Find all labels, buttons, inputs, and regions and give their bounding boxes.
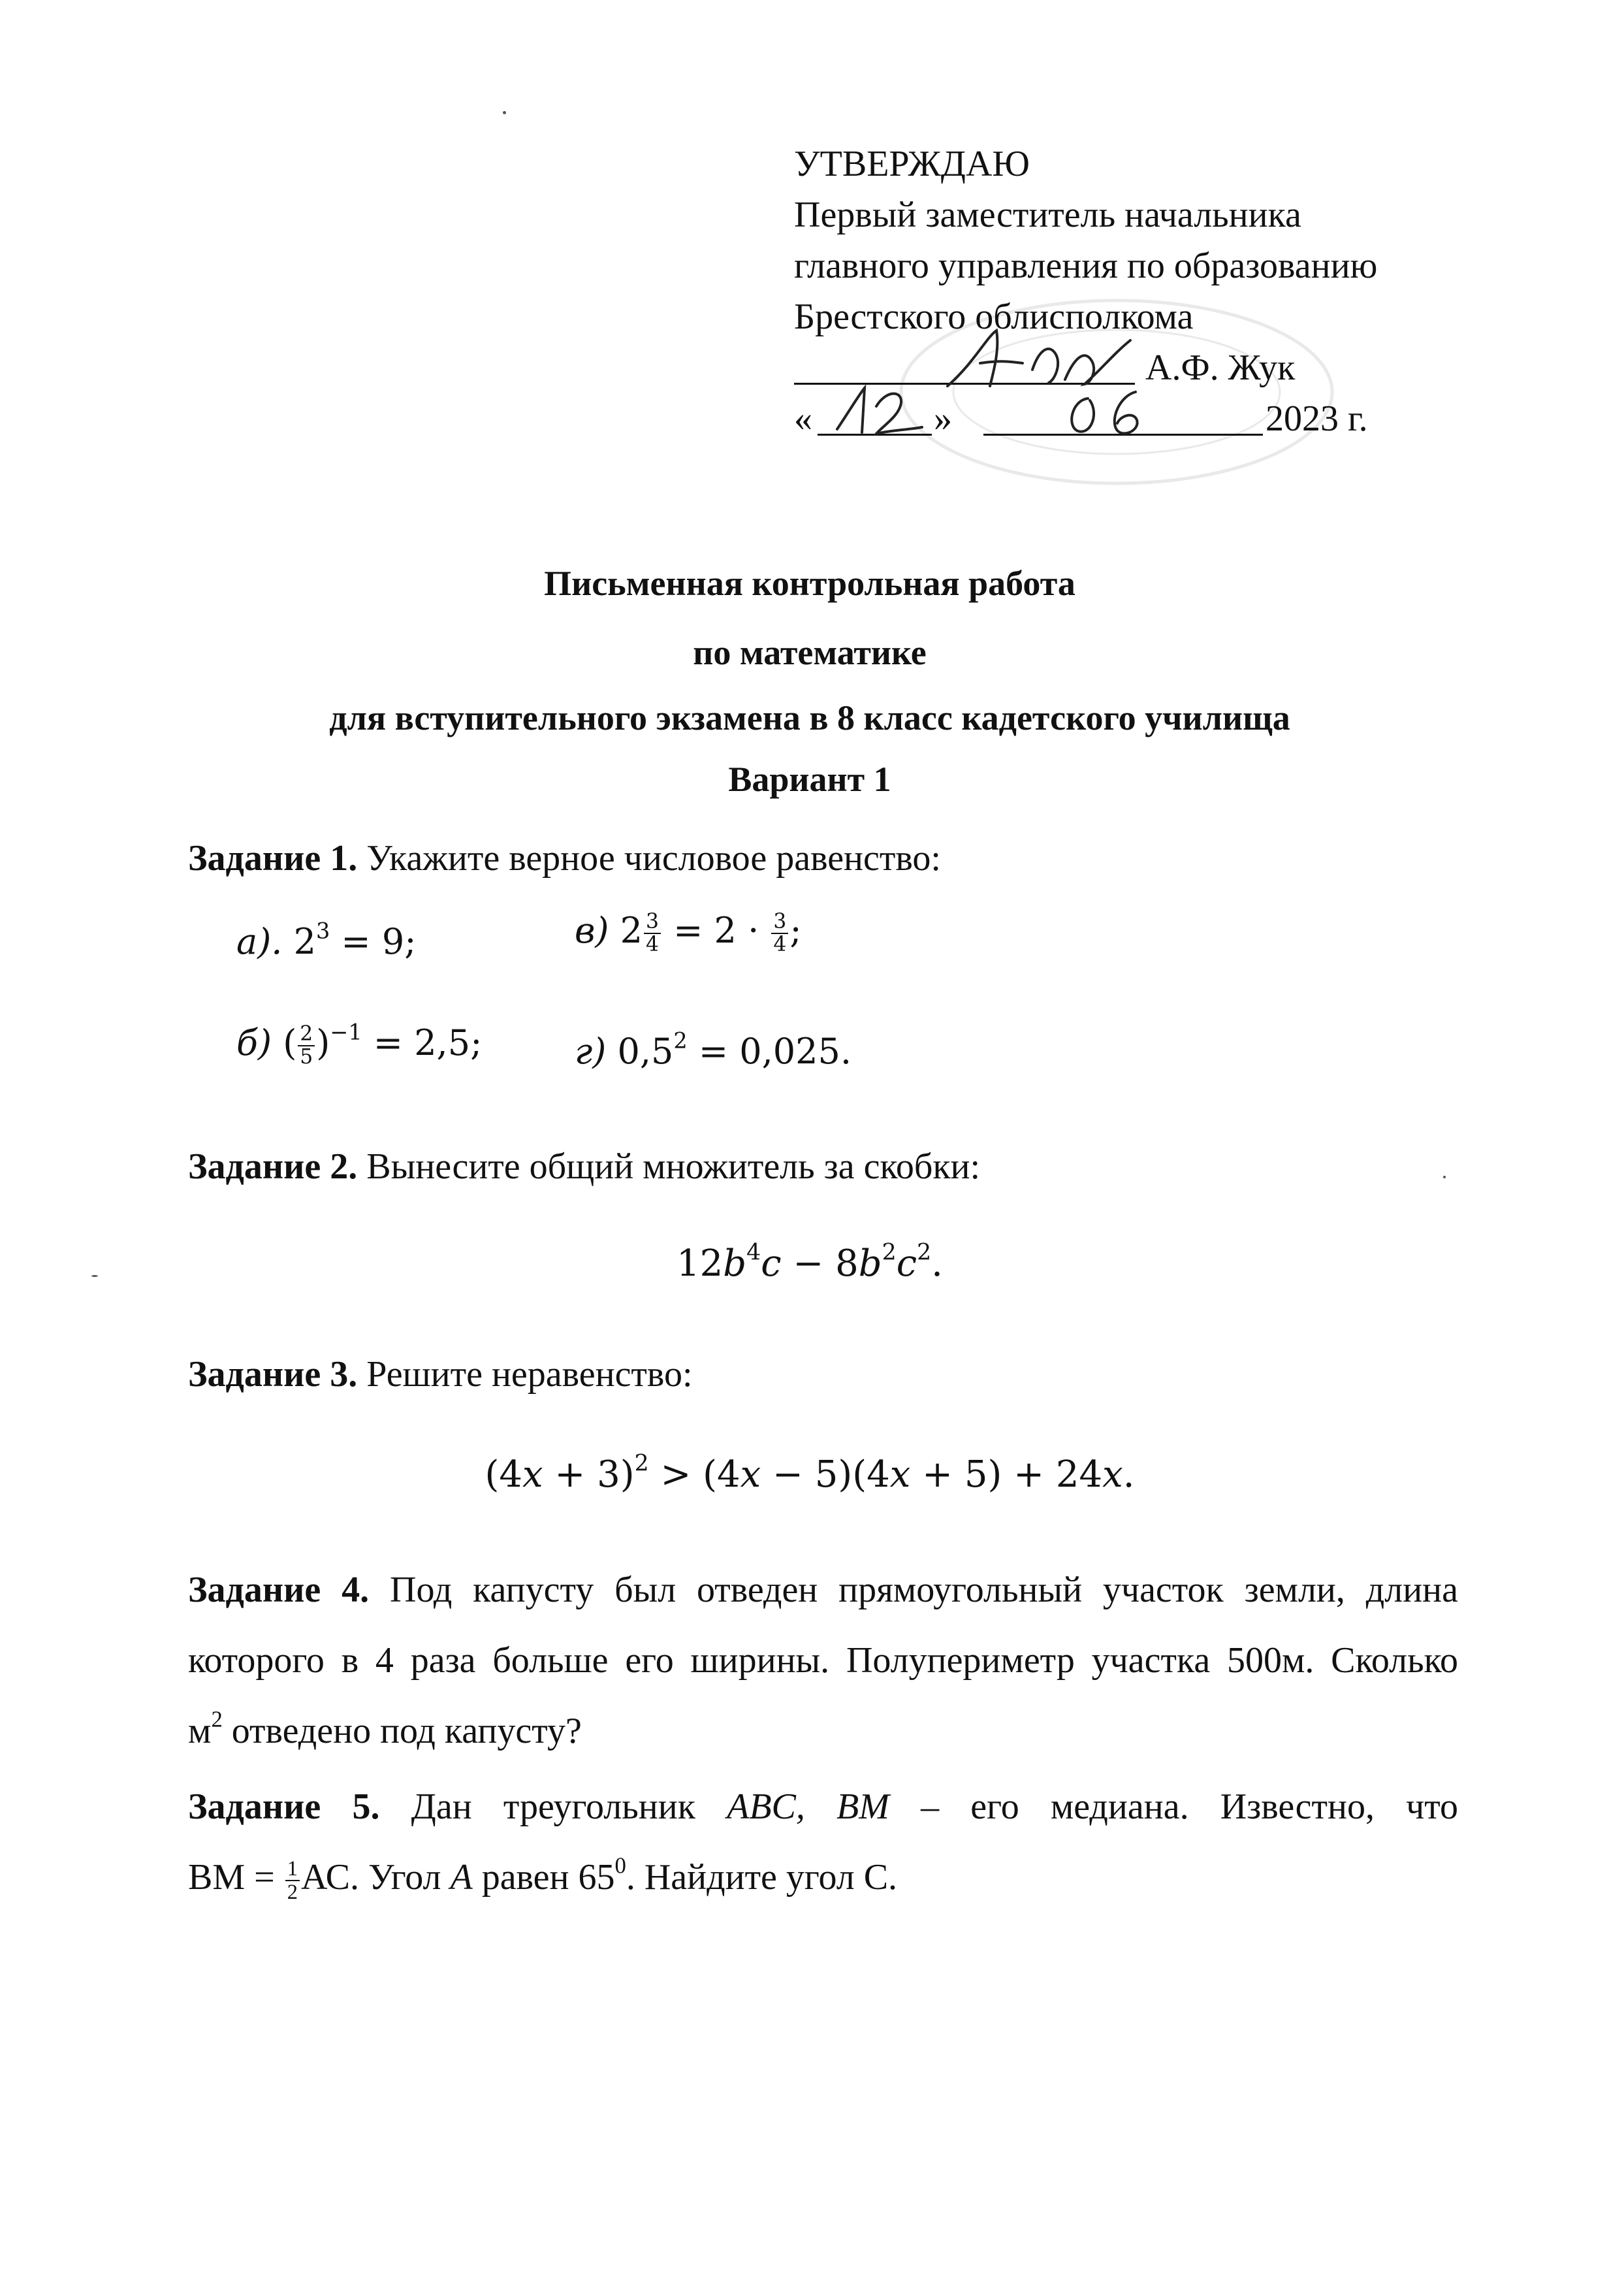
handwritten-day-12 (824, 380, 929, 439)
option-b-label: б) (236, 1022, 272, 1063)
task1-text: Укажите верное числовое равенство: (366, 838, 941, 879)
signer-name: А.Ф. Жук (1145, 347, 1296, 388)
variant-title: Вариант 1 (728, 760, 891, 799)
task5-line1: Задание 5. Дан треугольник ABC, BM – его медиана. Известно, что (188, 1786, 1459, 1827)
task1-option-b: б) ( $\frac{2}{5}$ )$^{-1}$ = 2,5; (236, 1019, 483, 1069)
approval-date-line (794, 393, 1512, 444)
scan-speck (91, 1275, 98, 1277)
task2-expression: $12b^4c - 8b^2c^2$. (677, 1239, 943, 1285)
task2-heading (188, 1131, 1458, 1202)
task5-label: Задание 5. (188, 1786, 380, 1827)
approval-heading: УТВЕРЖДАЮ (794, 144, 1030, 184)
title-line1: Письменная контрольная работа (544, 564, 1075, 603)
task4-paragraph (188, 1555, 1458, 1766)
title-line3: для вступительного экзамена в 8 класс кадетского училища (329, 698, 1290, 737)
task1-option-g: г) $0,5^2 = 0,025$. (575, 1027, 852, 1072)
task2-text: Вынесите общий множитель за скобки: (366, 1146, 981, 1187)
option-g-label: г) (575, 1031, 607, 1072)
scan-speck (1443, 1176, 1446, 1178)
scan-speck (503, 111, 506, 114)
approval-position-line3: Брестского облисполкома (794, 297, 1194, 337)
task4-line1: Задание 4. Под капусту был отведен прямоугольный участок земли, длина (188, 1570, 1458, 1610)
task3-inequality: $(4x + 3)^2 > (4x - 5)(4x + 5) + 24x$. (485, 1450, 1135, 1496)
option-v-label: в) (575, 910, 609, 951)
approval-position-line2: главного управления по образованию (794, 246, 1378, 286)
date-open-quote: « (794, 398, 812, 439)
task5-line2: ВМ = $\frac{1}{2}$ АС. Угол А равен $65^0$. Найдите угол С. (188, 1852, 898, 1905)
task1-option-v: в) 2 $\frac{3}{4}$ = 2 · $\frac{3}{4}$ ; (575, 910, 802, 956)
handwritten-month-06 (1059, 384, 1156, 440)
date-year: 2023 г. (1266, 398, 1368, 439)
approval-block (794, 138, 1512, 444)
task2-label: Задание 2. (188, 1146, 358, 1187)
task3-heading (188, 1339, 1458, 1410)
title-line2: по математике (693, 633, 927, 672)
task4-label: Задание 4. (188, 1570, 370, 1610)
task1-option-a: а). $2^3 = 9$; (236, 918, 417, 962)
task1-label: Задание 1. (188, 838, 358, 879)
date-close-quote: » (934, 398, 952, 439)
task5-paragraph (188, 1771, 1458, 1913)
task4-line2: которого в 4 раза больше его ширины. Полупериметр участка 500м. Сколько (188, 1640, 1458, 1681)
task1-heading (188, 823, 1458, 894)
task3-label: Задание 3. (188, 1354, 358, 1395)
approval-position-line1: Первый заместитель начальника (794, 195, 1301, 235)
option-a-label: а). (236, 921, 283, 962)
task3-text: Решите неравенство: (366, 1354, 693, 1395)
task4-line3: $м^2$ отведено под капусту? (188, 1706, 582, 1751)
